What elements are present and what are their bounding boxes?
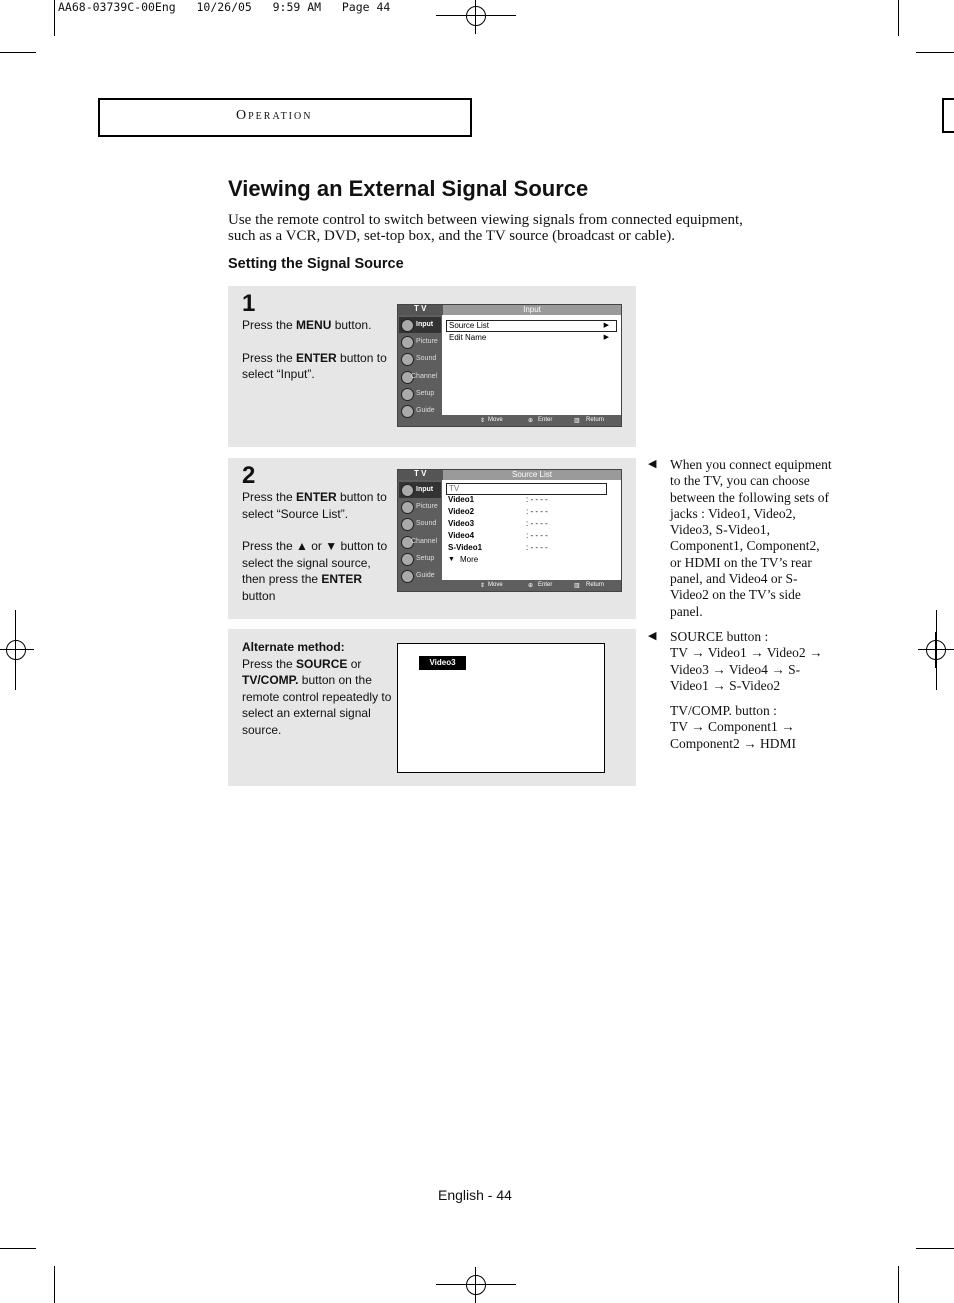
alternate-heading: Alternate method: — [242, 640, 345, 654]
crop-mark — [436, 1284, 516, 1285]
input-icon — [401, 484, 414, 497]
sidebar-label: Channel — [411, 538, 438, 545]
setup-icon — [401, 388, 414, 401]
more-label: More — [460, 555, 479, 564]
text: button : — [723, 629, 769, 644]
step-2-panel — [228, 458, 636, 619]
text: Press the — [242, 350, 297, 365]
crop-mark — [898, 1266, 899, 1303]
registration-mark-icon — [918, 632, 954, 668]
crop-mark — [0, 52, 36, 53]
registration-mark-icon — [458, 1267, 494, 1303]
sidebar-label: Setup — [416, 390, 435, 397]
text: Press the — [242, 490, 297, 504]
source-more — [446, 555, 607, 565]
crop-mark — [898, 0, 899, 36]
text: button to select “Source List”. — [242, 490, 387, 521]
registration-mark-icon — [0, 632, 34, 668]
tv-title-bar — [398, 470, 621, 480]
sidebar-item-input — [399, 317, 441, 333]
source-name: TV — [449, 484, 460, 493]
enter-icon: ⊕ — [528, 418, 534, 424]
sidebar-label: Picture — [416, 503, 438, 510]
sidebar-label: Sound — [416, 520, 437, 527]
text: button : — [731, 703, 777, 718]
tv-screen-video3 — [397, 643, 605, 773]
sound-icon — [401, 518, 414, 531]
sidebar-label: Guide — [416, 572, 435, 579]
source-name: S-Video1 — [448, 543, 483, 552]
text: Press the — [242, 656, 297, 671]
source-value: : - - - - — [526, 507, 548, 516]
enter-key: ENTER — [296, 350, 337, 365]
text: button — [242, 588, 276, 603]
page-title: Viewing an External Signal Source — [228, 176, 589, 201]
source-value: : - - - - — [526, 495, 548, 504]
section-title: Operation — [236, 108, 313, 123]
picture-icon — [401, 336, 414, 349]
sidebar-label: Input — [416, 486, 434, 493]
source-item — [446, 495, 607, 505]
registration-mark-icon — [458, 0, 494, 34]
menu-item-source-list — [446, 320, 617, 332]
intro-line: such as a VCR, DVD, set-top box, and the TV source (broadcast or cable). — [228, 228, 675, 244]
enter-key: ENTER — [296, 490, 337, 504]
enter-icon: ⊕ — [528, 583, 534, 589]
tvcomp-key: TV/COMP. — [242, 673, 299, 687]
setup-icon — [401, 553, 414, 566]
move-label: Move — [488, 417, 503, 423]
tv-screen-input-menu — [397, 304, 622, 427]
source-item — [446, 531, 607, 541]
sidebar-label: Channel — [411, 373, 438, 380]
crop-mark — [54, 0, 55, 36]
text: Press the — [242, 318, 297, 332]
sidebar-item-input — [399, 482, 441, 498]
bullet-icon: ◀ — [648, 458, 657, 470]
intro-line: Use the remote control to switch between viewing signals from connected equipment, — [228, 212, 743, 228]
move-icon: ⇕ — [480, 418, 486, 424]
menu-title: Source List — [443, 470, 621, 480]
note-source-button — [670, 629, 832, 694]
tv-screen-source-list — [397, 469, 622, 592]
enter-label: Enter — [538, 582, 553, 588]
sidebar-item-channel — [399, 369, 441, 385]
source-name: Video4 — [448, 531, 475, 540]
step-number: 2 — [242, 462, 256, 489]
move-icon: ⇕ — [480, 583, 486, 589]
arrow-right-icon: ▶ — [603, 322, 609, 329]
source-item — [446, 519, 607, 529]
triangle-down-icon: ▼ — [448, 556, 455, 563]
sidebar-item-guide — [399, 568, 441, 584]
arrow-right-icon: ▶ — [603, 334, 609, 341]
tv-sidebar — [398, 315, 442, 426]
return-label: Return — [586, 582, 605, 588]
sidebar-item-guide — [399, 403, 441, 419]
sidebar-item-setup — [399, 386, 441, 402]
tv-bottom-bar — [442, 580, 621, 591]
source-value: : - - - - — [526, 543, 548, 552]
source-name: Video1 — [448, 495, 475, 504]
section-header — [98, 98, 472, 137]
alternate-instructions — [242, 639, 392, 738]
tv-label: T V — [414, 469, 427, 478]
sidebar-item-picture — [399, 334, 441, 350]
source-item — [446, 543, 607, 553]
return-icon: ▥ — [574, 418, 580, 424]
note-tvcomp-button — [670, 703, 832, 752]
crop-mark — [436, 15, 516, 16]
step-instructions — [242, 317, 392, 399]
tvcomp-label: TV/COMP. — [670, 703, 732, 718]
source-item — [446, 507, 607, 517]
enter-key: ENTER — [321, 572, 363, 586]
sidebar-item-sound — [399, 516, 441, 532]
menu-title: Input — [443, 305, 621, 315]
source-name: Video2 — [448, 507, 475, 516]
sidebar-label: Picture — [416, 338, 438, 345]
step-1-panel — [228, 286, 636, 447]
text: button to select “Input”. — [242, 350, 387, 381]
sidebar-label: Guide — [416, 407, 435, 414]
menu-item-label: Edit Name — [449, 333, 487, 342]
crop-mark — [916, 52, 954, 53]
bullet-icon: ◀ — [648, 630, 657, 642]
sidebar-item-channel — [399, 534, 441, 550]
menu-item-label: Source List — [449, 321, 490, 330]
step-number: 1 — [242, 290, 256, 317]
crop-mark — [54, 1266, 55, 1303]
source-badge: Video3 — [419, 656, 466, 670]
source-sequence: TV → Video1 → Video2 → Video3 → Video4 → S-Video1 → S-Video2 — [670, 645, 823, 693]
move-label: Move — [488, 582, 503, 588]
picture-icon — [401, 501, 414, 514]
page-tab — [942, 98, 954, 133]
tv-bottom-bar — [442, 415, 621, 426]
section-subtitle: Setting the Signal Source — [228, 256, 404, 272]
step-instructions — [242, 489, 392, 620]
alternate-method-panel — [228, 629, 636, 786]
menu-key: MENU — [296, 318, 332, 332]
sidebar-item-setup — [399, 551, 441, 567]
text: button. — [331, 318, 372, 332]
source-key: SOURCE — [296, 656, 348, 671]
sidebar-item-picture — [399, 499, 441, 515]
sidebar-label: Setup — [416, 555, 435, 562]
crop-mark — [916, 1248, 954, 1249]
source-value: : - - - - — [526, 531, 548, 540]
sidebar-label: Sound — [416, 355, 437, 362]
crop-mark — [0, 1248, 36, 1249]
page-number: English - 44 — [438, 1187, 512, 1203]
return-label: Return — [586, 417, 605, 423]
source-item-tv — [446, 483, 607, 495]
text: button on the remote control repeatedly to select an external signal source. — [242, 673, 392, 737]
source-name: Video3 — [448, 519, 475, 528]
tv-label: T V — [414, 304, 427, 313]
sound-icon — [401, 353, 414, 366]
guide-icon — [401, 570, 414, 583]
tv-sidebar — [398, 480, 442, 591]
menu-item-edit-name — [446, 333, 617, 343]
source-value: : - - - - — [526, 519, 548, 528]
enter-label: Enter — [538, 417, 553, 423]
tvcomp-sequence: TV → Component1 → Component2 → HDMI — [670, 719, 796, 751]
sidebar-item-sound — [399, 351, 441, 367]
note-connections: When you connect equipment to the TV, you can choose between the following sets of jacks : Video1, Video2, Video3, S-Video1, Component1, Component2, or HDMI on the TV’s rear panel, and Video4 or S-Video2 on the TV’s side panel. — [670, 457, 832, 619]
source-label: SOURCE — [670, 629, 724, 644]
file-info: AA68-03739C-00Eng 10/26/05 9:59 AM Page 44 — [58, 0, 391, 14]
text: Press the ▲ or ▼ button to select the signal source, then press the — [242, 539, 388, 586]
return-icon: ▥ — [574, 583, 580, 589]
text: or — [347, 656, 362, 671]
input-icon — [401, 319, 414, 332]
sidebar-label: Input — [416, 321, 434, 328]
intro-text — [228, 212, 828, 244]
tv-title-bar — [398, 305, 621, 315]
guide-icon — [401, 405, 414, 418]
